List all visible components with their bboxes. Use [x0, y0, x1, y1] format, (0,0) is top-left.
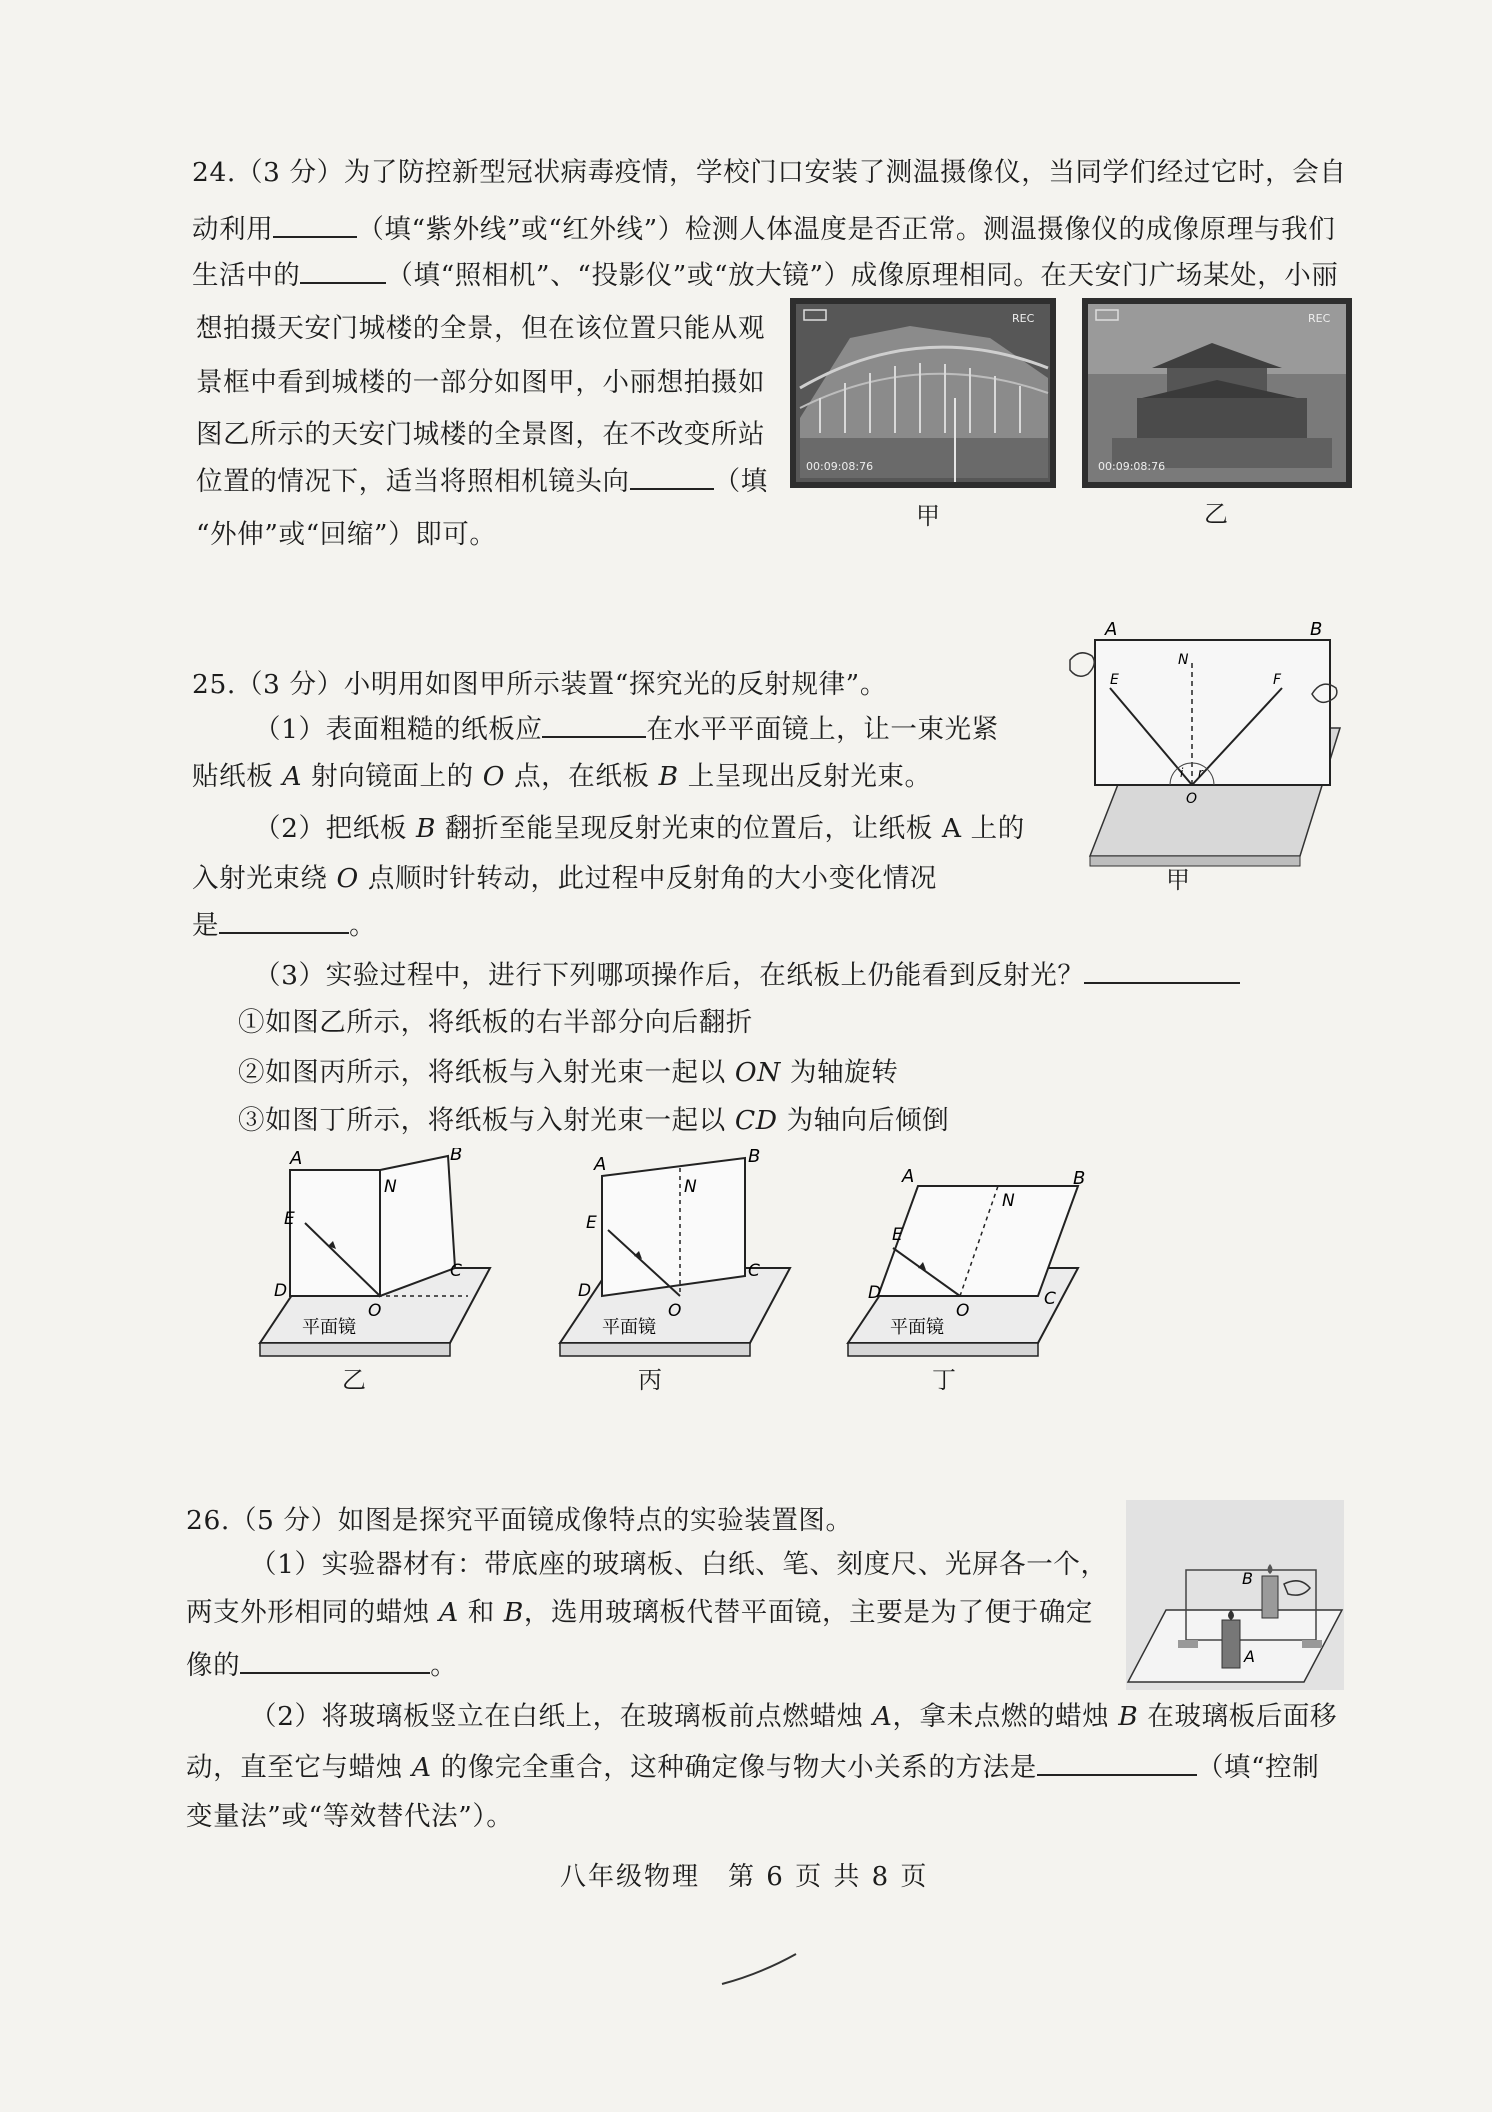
q25-option-3: ③如图丁所示，将纸板与入射光束一起以 CD 为轴向后倾倒 — [238, 1105, 950, 1136]
q25-line-1: 25.（3 分）小明用如图甲所示装置“探究光的反射规律”。 — [192, 669, 887, 700]
label-candle-b: B — [1242, 1569, 1253, 1588]
q26-line-1: 26.（5 分）如图是探究平面镜成像特点的实验装置图。 — [186, 1505, 853, 1536]
svg-text:O: O — [368, 1301, 382, 1321]
svg-text:00:09:08:76: 00:09:08:76 — [1098, 460, 1166, 473]
svg-text:E: E — [892, 1225, 903, 1245]
svg-text:C: C — [748, 1261, 760, 1281]
caption-ding-25: 丁 — [932, 1366, 956, 1394]
svg-text:B: B — [1310, 619, 1323, 640]
svg-text:N: N — [1002, 1191, 1015, 1211]
q25-line-7: （3）实验过程中，进行下列哪项操作后，在纸板上仍能看到反射光？ — [254, 958, 1240, 993]
svg-text:N: N — [1178, 652, 1189, 668]
q25-option-1: ①如图乙所示，将纸板的右半部分向后翻折 — [238, 1007, 753, 1038]
svg-text:B: B — [1073, 1168, 1086, 1189]
q26-line-4: 像的 。 — [186, 1650, 458, 1681]
svg-text:E: E — [284, 1209, 295, 1229]
svg-text:平面镜: 平面镜 — [602, 1317, 656, 1338]
q24-line-2: 动利用 （填“紫外线”或“红外线”）检测人体温度是否正常。测温摄像仪的成像原理与我们 — [192, 214, 1336, 245]
svg-text:O: O — [1186, 791, 1198, 807]
svg-text:B: B — [450, 1148, 463, 1165]
q25-blank-1[interactable] — [542, 712, 646, 738]
figure-yi — [250, 1148, 500, 1368]
svg-text:E: E — [586, 1213, 597, 1233]
svg-text:A: A — [1105, 619, 1118, 640]
svg-text:平面镜: 平面镜 — [890, 1317, 944, 1338]
caption-yi-25: 乙 — [342, 1366, 366, 1394]
svg-text:i: i — [1180, 766, 1184, 780]
photo-yi — [1082, 298, 1352, 488]
q25-line-4: （2）把纸板 B 翻折至能呈现反射光束的位置后，让纸板 A 上的 — [254, 813, 1025, 844]
q26-line-6: 动，直至它与蜡烛 A 的像完全重合，这种确定像与物大小关系的方法是 （填“控制 — [186, 1752, 1320, 1783]
rec-label: REC — [1012, 312, 1035, 325]
q25-line-6: 是 。 — [192, 910, 377, 941]
svg-text:平面镜: 平面镜 — [302, 1317, 356, 1338]
svg-text:B: B — [748, 1148, 761, 1167]
q24-line-4: 想拍摄天安门城楼的全景，但在该位置只能从观 — [196, 313, 766, 344]
caption-yi-24: 乙 — [1204, 500, 1228, 528]
q24-blank-1[interactable] — [273, 212, 357, 238]
svg-text:REC: REC — [1308, 312, 1331, 325]
q26-line-2: （1）实验器材有：带底座的玻璃板、白纸、笔、刻度尺、光屏各一个， — [250, 1549, 1108, 1580]
q25-blank-3[interactable] — [1084, 958, 1240, 984]
q26-line-7: 变量法”或“等效替代法”）。 — [186, 1801, 514, 1832]
q24-number: 24. — [192, 157, 236, 188]
label-candle-a: A — [1244, 1647, 1255, 1666]
q24-blank-3[interactable] — [630, 464, 714, 490]
svg-text:D: D — [868, 1283, 882, 1303]
svg-text:A: A — [290, 1148, 303, 1169]
q24-line-6: 图乙所示的天安门城楼的全景图，在不改变所站 — [196, 419, 766, 450]
figure-jia-reflection — [1050, 618, 1350, 888]
svg-text:C: C — [1044, 1289, 1056, 1309]
figure-ding — [838, 1148, 1088, 1368]
svg-text:D: D — [274, 1281, 288, 1301]
q25-line-5: 入射光束绕 O 点顺时针转动，此过程中反射角的大小变化情况 — [192, 863, 937, 894]
q26-line-3: 两支外形相同的蜡烛 A 和 B，选用玻璃板代替平面镜，主要是为了便于确定 — [186, 1597, 1094, 1628]
svg-text:O: O — [668, 1301, 682, 1321]
q24-line-1: 24.（3 分）为了防控新型冠状病毒疫情，学校门口安装了测温摄像仪，当同学们经过它时，会自 — [192, 157, 1347, 188]
q26-line-5: （2）将玻璃板竖立在白纸上，在玻璃板前点燃蜡烛 A，拿未点燃的蜡烛 B 在玻璃板后面移 — [250, 1701, 1338, 1732]
svg-text:D: D — [578, 1281, 592, 1301]
figure-bing — [550, 1148, 800, 1368]
q24-blank-2[interactable] — [300, 258, 386, 284]
svg-text:F: F — [1273, 672, 1282, 688]
q26-blank-1[interactable] — [240, 1648, 430, 1674]
q24-line-8: “外伸”或“回缩”）即可。 — [196, 519, 497, 550]
figure-q26-candles — [1126, 1500, 1344, 1690]
timecode: 00:09:08:76 — [806, 460, 874, 473]
svg-text:O: O — [956, 1301, 970, 1321]
svg-text:N: N — [684, 1177, 697, 1197]
svg-text:r: r — [1198, 766, 1203, 780]
q25-line-3: 贴纸板 A 射向镜面上的 O 点，在纸板 B 上呈现出反射光束。 — [192, 761, 932, 792]
q24-line-7: 位置的情况下，适当将照相机镜头向 （填 — [196, 466, 768, 497]
svg-text:C: C — [450, 1261, 462, 1281]
page-footer: 八年级物理 第 6 页 共 8 页 — [560, 1862, 929, 1892]
svg-text:E: E — [1110, 672, 1119, 688]
q24-line-3: 生活中的 （填“照相机”、“投影仪”或“放大镜”）成像原理相同。在天安门广场某处，小丽 — [192, 260, 1339, 291]
q25-blank-2[interactable] — [219, 908, 349, 934]
q24-score: （3 分） — [235, 157, 344, 188]
svg-text:A: A — [902, 1166, 915, 1187]
q25-option-2: ②如图丙所示，将纸板与入射光束一起以 ON 为轴旋转 — [238, 1057, 899, 1088]
caption-jia-24: 甲 — [916, 502, 940, 530]
q25-line-2: （1）表面粗糙的纸板应 在水平平面镜上，让一束光紧 — [254, 714, 999, 745]
caption-bing-25: 丙 — [638, 1366, 662, 1394]
svg-text:A: A — [594, 1154, 607, 1175]
svg-text:N: N — [384, 1177, 397, 1197]
caption-jia-25: 甲 — [1166, 866, 1190, 894]
photo-jia — [790, 298, 1056, 488]
q24-line-5: 景框中看到城楼的一部分如图甲，小丽想拍摄如 — [196, 367, 766, 398]
q26-blank-2[interactable] — [1037, 1750, 1197, 1776]
pen-mark — [720, 1950, 800, 1990]
